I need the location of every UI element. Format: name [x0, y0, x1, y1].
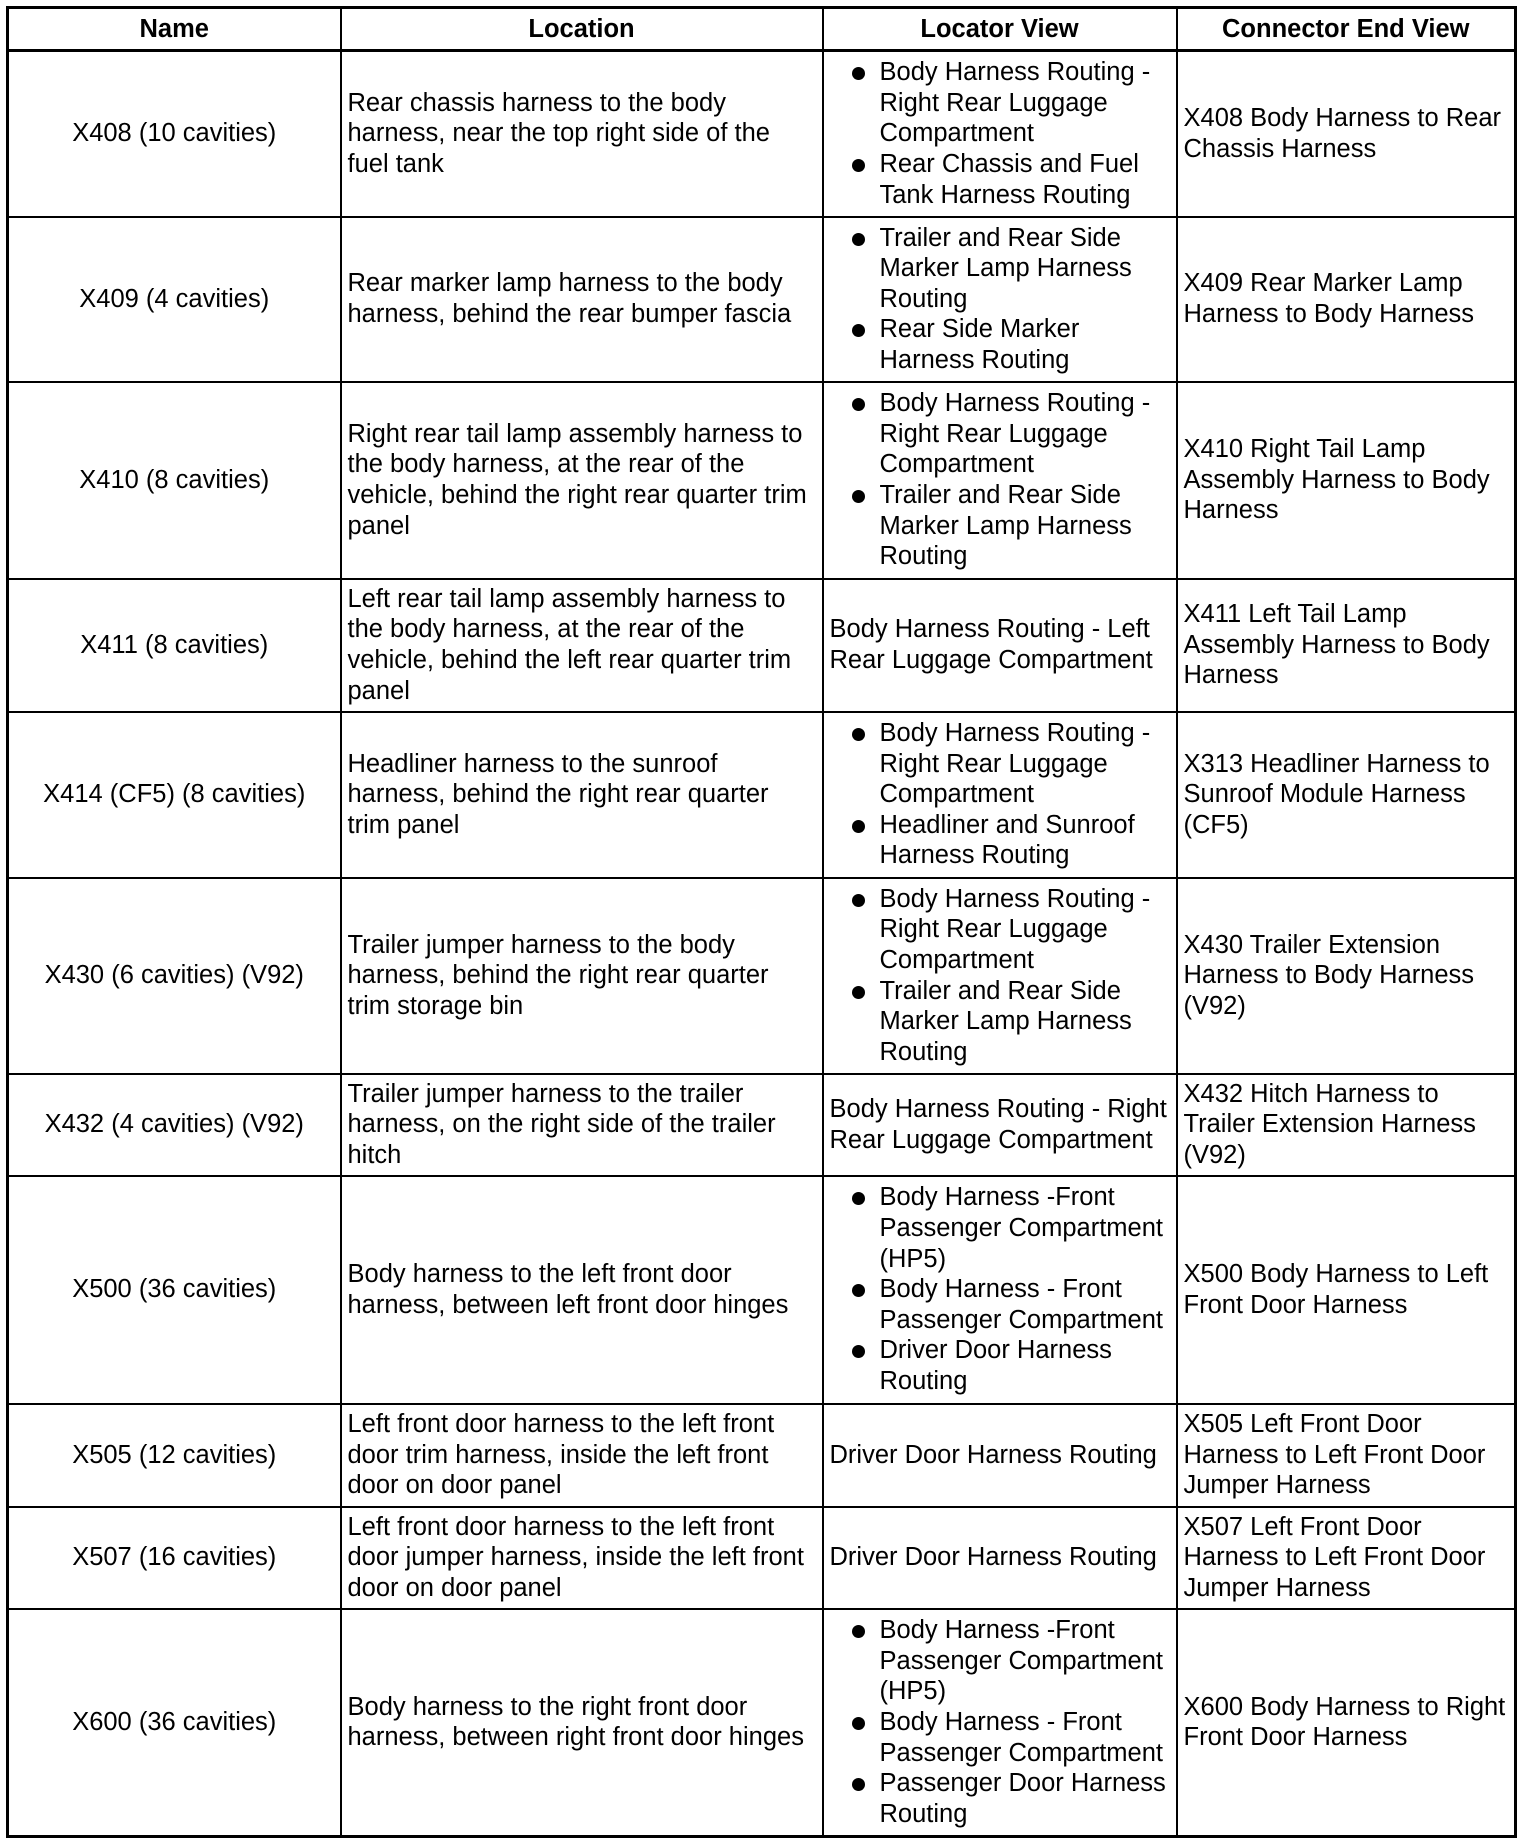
cell-name: X507 (16 cavities): [8, 1507, 341, 1609]
header-name: Name: [8, 8, 341, 51]
connector-table-wrapper: [6, 6, 1514, 1838]
cell-location: Left rear tail lamp assembly harness to the body harness, at the rear of the vehicle, behind the left rear quarter trim panel: [341, 579, 823, 712]
locator-bullet-item: Headliner and Sunroof Harness Routing: [830, 810, 1170, 871]
table-row: [8, 878, 1516, 1074]
cell-connector-end-view: X430 Trailer Extension Harness to Body Harness (V92): [1177, 878, 1516, 1074]
cell-locator-view: [823, 1176, 1177, 1404]
cell-location: Left front door harness to the left front door trim harness, inside the left front door on door panel: [341, 1404, 823, 1507]
cell-connector-end-view: X313 Headliner Harness to Sunroof Module Harness (CF5): [1177, 712, 1516, 878]
locator-bullet-item: Body Harness Routing - Right Rear Luggage Compartment: [830, 884, 1170, 976]
cell-connector-end-view: X500 Body Harness to Left Front Door Harness: [1177, 1176, 1516, 1404]
cell-connector-end-view: X408 Body Harness to Rear Chassis Harness: [1177, 51, 1516, 217]
cell-name: X430 (6 cavities) (V92): [8, 878, 341, 1074]
cell-name: X409 (4 cavities): [8, 217, 341, 382]
locator-bullet-item: Body Harness -Front Passenger Compartment (HP5): [830, 1615, 1170, 1707]
cell-name: X408 (10 cavities): [8, 51, 341, 217]
table-row: [8, 579, 1516, 712]
cell-name: X432 (4 cavities) (V92): [8, 1074, 341, 1176]
table-row: [8, 1609, 1516, 1837]
cell-name: X505 (12 cavities): [8, 1404, 341, 1507]
cell-location: Body harness to the left front door harness, between left front door hinges: [341, 1176, 823, 1404]
locator-bullet-item: Body Harness - Front Passenger Compartment: [830, 1707, 1170, 1768]
cell-connector-end-view: X505 Left Front Door Harness to Left Front Door Jumper Harness: [1177, 1404, 1516, 1507]
cell-locator-view: [823, 712, 1177, 878]
cell-name: X411 (8 cavities): [8, 579, 341, 712]
cell-connector-end-view: X410 Right Tail Lamp Assembly Harness to Body Harness: [1177, 382, 1516, 579]
cell-locator-view: Body Harness Routing - Left Rear Luggage Compartment: [823, 579, 1177, 712]
cell-name: X500 (36 cavities): [8, 1176, 341, 1404]
locator-bullet-item: Trailer and Rear Side Marker Lamp Harness Routing: [830, 976, 1170, 1068]
locator-bullet-item: Trailer and Rear Side Marker Lamp Harness Routing: [830, 223, 1170, 315]
cell-name: X600 (36 cavities): [8, 1609, 341, 1837]
cell-location: Left front door harness to the left front door jumper harness, inside the left front door on door panel: [341, 1507, 823, 1609]
table-row: [8, 1176, 1516, 1404]
locator-bullet-item: Body Harness - Front Passenger Compartment: [830, 1274, 1170, 1335]
cell-name: X410 (8 cavities): [8, 382, 341, 579]
locator-bullet-item: Body Harness Routing - Right Rear Luggage Compartment: [830, 57, 1170, 149]
table-row: [8, 1404, 1516, 1507]
cell-locator-view: Body Harness Routing - Right Rear Luggage Compartment: [823, 1074, 1177, 1176]
cell-locator-view: [823, 382, 1177, 579]
table-row: [8, 382, 1516, 579]
cell-name: X414 (CF5) (8 cavities): [8, 712, 341, 878]
cell-location: Trailer jumper harness to the body harness, behind the right rear quarter trim storage bin: [341, 878, 823, 1074]
cell-locator-view: [823, 1609, 1177, 1837]
locator-bullet-item: Body Harness -Front Passenger Compartment (HP5): [830, 1182, 1170, 1274]
cell-locator-view: [823, 878, 1177, 1074]
connector-table: [6, 6, 1517, 1838]
cell-location: Rear chassis harness to the body harness, near the top right side of the fuel tank: [341, 51, 823, 217]
locator-bullet-item: Trailer and Rear Side Marker Lamp Harness Routing: [830, 480, 1170, 572]
cell-location: Headliner harness to the sunroof harness, behind the right rear quarter trim panel: [341, 712, 823, 878]
cell-locator-view: [823, 217, 1177, 382]
cell-location: Body harness to the right front door harness, between right front door hinges: [341, 1609, 823, 1837]
locator-bullet-item: Body Harness Routing - Right Rear Luggage Compartment: [830, 388, 1170, 480]
table-row: [8, 1074, 1516, 1176]
header-connector-end-view: Connector End View: [1177, 8, 1516, 51]
locator-bullet-item: Passenger Door Harness Routing: [830, 1768, 1170, 1829]
header-row: [8, 8, 1516, 51]
locator-bullet-item: Driver Door Harness Routing: [830, 1335, 1170, 1396]
cell-locator-view: [823, 51, 1177, 217]
cell-location: Right rear tail lamp assembly harness to the body harness, at the rear of the vehicle, behind the right rear quarter trim panel: [341, 382, 823, 579]
table-row: [8, 1507, 1516, 1609]
cell-connector-end-view: X411 Left Tail Lamp Assembly Harness to Body Harness: [1177, 579, 1516, 712]
cell-connector-end-view: X507 Left Front Door Harness to Left Front Door Jumper Harness: [1177, 1507, 1516, 1609]
cell-connector-end-view: X432 Hitch Harness to Trailer Extension Harness (V92): [1177, 1074, 1516, 1176]
cell-locator-view: Driver Door Harness Routing: [823, 1507, 1177, 1609]
cell-location: Rear marker lamp harness to the body harness, behind the rear bumper fascia: [341, 217, 823, 382]
table-row: [8, 712, 1516, 878]
table-row: [8, 51, 1516, 217]
cell-connector-end-view: X409 Rear Marker Lamp Harness to Body Harness: [1177, 217, 1516, 382]
header-locator-view: Locator View: [823, 8, 1177, 51]
table-row: [8, 217, 1516, 382]
header-location: Location: [341, 8, 823, 51]
cell-connector-end-view: X600 Body Harness to Right Front Door Harness: [1177, 1609, 1516, 1837]
locator-bullet-item: Body Harness Routing - Right Rear Luggage Compartment: [830, 718, 1170, 810]
locator-bullet-item: Rear Side Marker Harness Routing: [830, 314, 1170, 375]
cell-location: Trailer jumper harness to the trailer harness, on the right side of the trailer hitch: [341, 1074, 823, 1176]
cell-locator-view: Driver Door Harness Routing: [823, 1404, 1177, 1507]
locator-bullet-item: Rear Chassis and Fuel Tank Harness Routing: [830, 149, 1170, 210]
